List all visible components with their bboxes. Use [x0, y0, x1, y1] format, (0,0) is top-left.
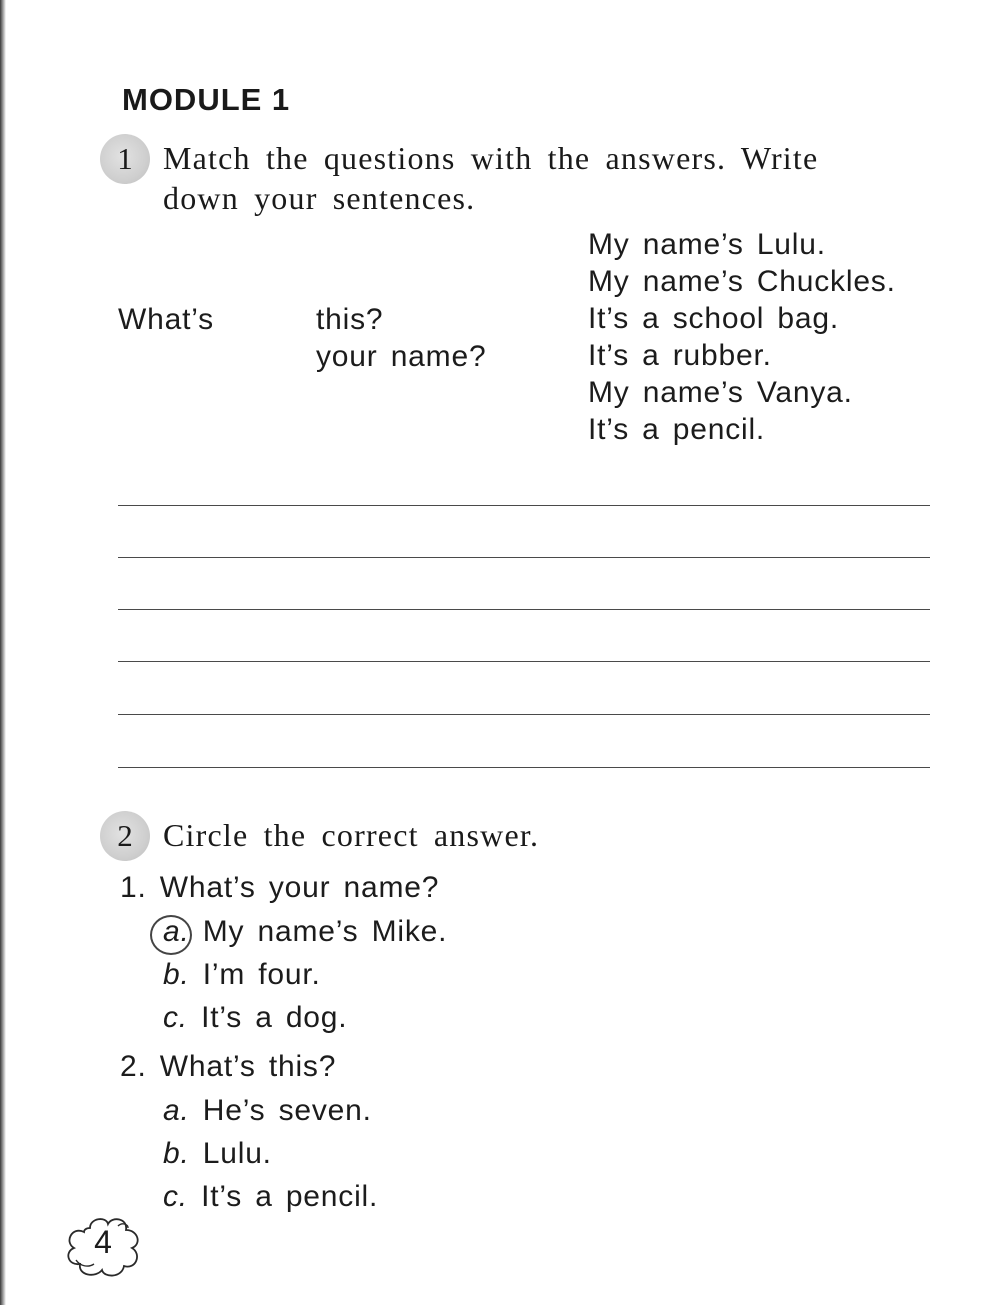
option-text: Lulu.: [202, 1137, 272, 1170]
question-ending-this: this?: [316, 303, 384, 336]
writing-line[interactable]: [118, 505, 930, 506]
question-start: What’s: [118, 303, 214, 336]
question-1-option-c[interactable]: [163, 1001, 347, 1035]
task-1-number-badge: 1: [100, 134, 150, 184]
answer-list: [588, 226, 896, 448]
page-binding-edge: [0, 0, 6, 1305]
option-text: My name’s Mike.: [202, 915, 448, 948]
writing-line[interactable]: [118, 714, 930, 715]
question-2-option-b[interactable]: [163, 1137, 272, 1171]
answer-item: My name’s Vanya.: [588, 376, 853, 409]
option-text: I’m four.: [202, 958, 321, 991]
writing-line[interactable]: [118, 661, 930, 662]
question-1-option-a[interactable]: [163, 915, 447, 949]
writing-line[interactable]: [118, 557, 930, 558]
option-text: He’s seven.: [202, 1094, 372, 1127]
task-1-instruction-line-2: down your sentences.: [163, 180, 476, 216]
task-1-instruction-line-1: Match the questions with the answers. Write: [163, 140, 819, 176]
option-letter: b.: [163, 1137, 190, 1170]
option-letter: a.: [163, 1094, 190, 1127]
module-title: MODULE 1: [122, 82, 291, 117]
page-number-badge: [62, 1214, 144, 1280]
option-text: It’s a pencil.: [201, 1180, 379, 1213]
task-2-instruction: Circle the correct answer.: [163, 817, 540, 853]
option-letter: c.: [163, 1180, 188, 1213]
question-2-option-c[interactable]: [163, 1180, 378, 1214]
answer-item: It’s a rubber.: [588, 339, 772, 372]
option-letter: c.: [163, 1001, 188, 1034]
answer-item: It’s a pencil.: [588, 413, 766, 446]
writing-line[interactable]: [118, 609, 930, 610]
question-2-label: 2. What’s this?: [120, 1050, 337, 1083]
question-1-option-b[interactable]: [163, 958, 321, 992]
option-text: It’s a dog.: [201, 1001, 348, 1034]
answer-item: It’s a school bag.: [588, 302, 839, 335]
question-2-option-a[interactable]: [163, 1094, 372, 1128]
question-1-label: 1. What’s your name?: [120, 871, 440, 904]
answer-item: My name’s Chuckles.: [588, 265, 896, 298]
task-2-number-badge: 2: [100, 811, 150, 861]
option-letter: b.: [163, 958, 190, 991]
option-letter: a.: [163, 915, 190, 948]
page-number: 4: [94, 1224, 112, 1260]
question-ending-your-name: your name?: [316, 340, 487, 373]
answer-item: My name’s Lulu.: [588, 228, 826, 261]
writing-line[interactable]: [118, 767, 930, 768]
